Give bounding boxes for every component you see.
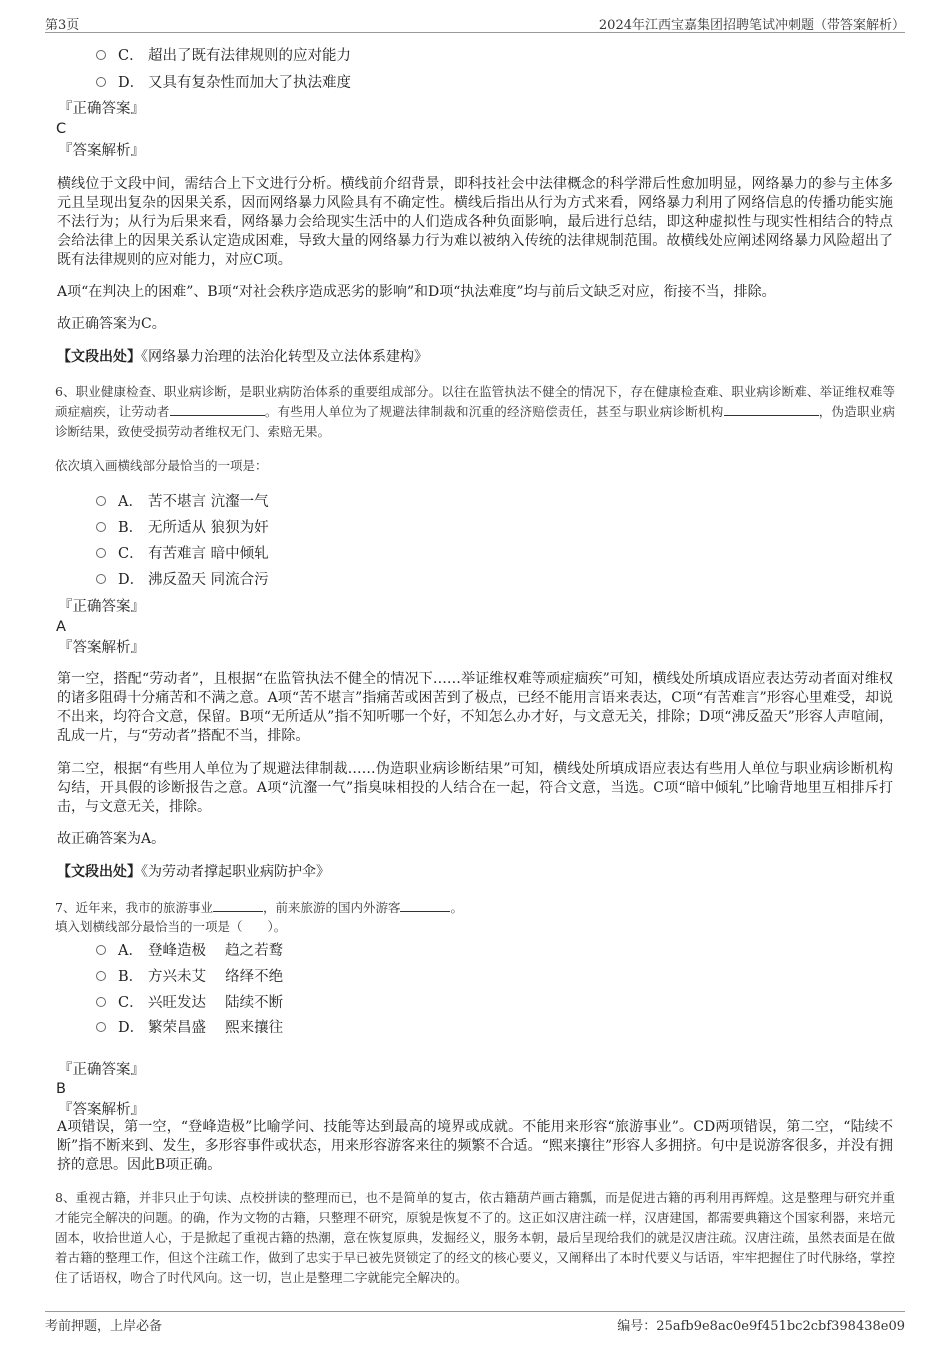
q6-source: 【文段出处】《为劳动者撑起职业病防护伞》 <box>57 864 330 880</box>
blank-2 <box>724 402 819 416</box>
explanation-label: 『答案解析』 <box>58 1102 145 1118</box>
document-title: 2024年江西宝嘉集团招聘笔试冲刺题（带答案解析） <box>598 18 905 33</box>
q6-answer: A <box>56 619 66 635</box>
q6-prompt: 依次填入画横线部分最恰当的一项是： <box>55 458 268 473</box>
q6-option-d[interactable]: D． 沸反盈天 同流合污 <box>96 570 269 590</box>
radio-icon[interactable] <box>96 574 106 584</box>
radio-icon[interactable] <box>96 945 106 955</box>
q5-answer: C <box>56 121 67 137</box>
radio-icon[interactable] <box>96 50 106 60</box>
q5-explanation-2: A项“在判决上的困难”、B项“对社会秩序造成恶劣的影响”和D项“执法难度”均与前后文缺乏对应，衔接不当，排除。 <box>57 284 776 300</box>
page-number: 第3页 <box>45 18 80 33</box>
page-footer <box>45 1311 905 1334</box>
explanation-label: 『答案解析』 <box>58 143 145 159</box>
q7-option-b[interactable]: B． 方兴未艾 络绎不绝 <box>96 967 283 987</box>
q7-option-c[interactable]: C． 兴旺发达 陆续不断 <box>96 993 283 1013</box>
q6-explanation-1: 第一空，搭配“劳动者”，且根据“在监管执法不健全的情况下……举证维权难等顽症痼疾”可知，横线处所填成语应表达劳动者面对维权的诸多阻碍十分痛苦和不满之意。A项“苦不堪言”指痛苦或困苦到了极点，已经不能用言语来表达，C项“有苦难言”形容心里难受，却说不出来，均符合文意，保留。B项“无所适从”指不知听哪一个好，不知怎么办才好，与文意无关，排除；D项“沸反盈天”形容人声喧闹，乱成一片，与“劳动者”搭配不当，排除。 <box>57 671 893 744</box>
blank-1 <box>170 402 265 416</box>
radio-icon[interactable] <box>96 77 106 87</box>
q6-explanation-2: 第二空，根据“有些用人单位为了规避法律制裁……伪造职业病诊断结果”可知，横线处所填成语应表达有些用人单位与职业病诊断机构勾结，开具假的诊断报告之意。A项“沆瀣一气”指臭味相投的人结合在一起，符合文意，当选。C项“暗中倾轧”比喻背地里互相排斥打击，与文意无关，排除。 <box>57 761 893 815</box>
blank-1 <box>213 898 263 912</box>
q6-option-a[interactable]: A． 苦不堪言 沆瀣一气 <box>96 492 269 512</box>
q7-option-a[interactable]: A． 登峰造极 趋之若鹜 <box>96 941 283 961</box>
q5-source: 【文段出处】《网络暴力治理的法治化转型及立法体系建构》 <box>57 349 428 365</box>
explanation-label: 『答案解析』 <box>58 640 145 656</box>
q6-stem: 6、职业健康检查、职业病诊断，是职业病防治体系的重要组成部分。以往在监管执法不健全的情况下，存在健康检查难、职业病诊断难、举证维权难等顽症痼疾，让劳动者 。有些用人单位为了规避法律制裁和沉重的经济赔偿责任，甚至与职业病诊断机构 ，伪造职业病诊断结果，致使受损劳动者维权无门、索赔无果。 <box>55 384 895 439</box>
radio-icon[interactable] <box>96 971 106 981</box>
page-header <box>45 12 905 33</box>
q7-stem: 7、近年来，我市的旅游事业 ，前来旅游的国内外游客 。 <box>55 900 463 915</box>
q5-explanation-3: 故正确答案为C。 <box>57 316 166 332</box>
blank-2 <box>400 898 450 912</box>
radio-icon[interactable] <box>96 997 106 1007</box>
q6-option-b[interactable]: B． 无所适从 狼狈为奸 <box>96 518 269 538</box>
q6-explanation-3: 故正确答案为A。 <box>57 831 166 847</box>
radio-icon[interactable] <box>96 522 106 532</box>
radio-icon[interactable] <box>96 1022 106 1032</box>
footer-slogan: 考前押题，上岸必备 <box>45 1319 163 1334</box>
correct-answer-label: 『正确答案』 <box>58 1062 145 1078</box>
q6-option-c[interactable]: C． 有苦难言 暗中倾轧 <box>96 544 269 564</box>
q7-explanation: A项错误，第一空，“登峰造极”比喻学问、技能等达到最高的境界或成就。不能用来形容“旅游事业”。CD两项错误，第二空，“陆续不断”指不断来到、发生，多形容事件或状态，用来形容游客来往的频繁不合适。“熙来攘往”形容人多拥挤。句中是说游客很多，并没有拥挤的意思。因此B项正确。 <box>57 1119 893 1173</box>
correct-answer-label: 『正确答案』 <box>58 599 145 615</box>
q8-stem: 8、重视古籍，并非只止于句读、点校拼读的整理而已，也不是简单的复古，依古籍葫芦画古籍瓢，而是促进古籍的再利用再辉煌。这是整理与研究并重才能完全解决的问题。的确，作为文物的古籍，只整理不研究，原貌是恢复不了的。这正如汉唐注疏一样，汉唐建国，都需要典籍这个国家利器，来培元固本，收拾世道人心，于是掀起了重视古籍的热潮，意在恢复原典，发掘经义，服务本朝，最后呈现给我们的就是汉唐注疏。汉唐注疏，虽然表面是在做着古籍的整理工作，但这个注疏工作，做到了忠实于早已被先贤锁定了的经文的核心要义，又阐释出了本时代要义与话语，牢牢把握住了时代脉络，掌控住了话语权，吻合了时代风向。这一切，岂止是整理二字就能完全解决的。 <box>55 1190 895 1285</box>
q5-explanation-1: 横线位于文段中间，需结合上下文进行分析。横线前介绍背景，即科技社会中法律概念的科学滞后性愈加明显，网络暴力的参与主体多元且呈现出复杂的因果关系，因而网络暴力风险具有不确定性。横线后指出从行为方式来看，网络暴力利用了网络信息的传播功能实施不法行为；从行为后果来看，网络暴力会给现实生活中的人们造成各种负面影响，最后进行总结，即这种虚拟性与现实性相结合的特点会给法律上的因果关系认定造成困难，导致大量的网络暴力行为难以被纳入传统的法律规制范围。故横线处应阐述网络暴力风险超出了既有法律规则的应对能力，对应C项。 <box>57 176 893 268</box>
serial-number: 编号：25afb9e8ac0e9f451bc2cbf398438e09 <box>617 1319 905 1334</box>
q5-option-c[interactable]: C． 超出了既有法律规则的应对能力 <box>96 46 351 66</box>
q5-option-d[interactable]: D． 又具有复杂性而加大了执法难度 <box>96 73 351 93</box>
q7-answer: B <box>56 1081 66 1097</box>
correct-answer-label: 『正确答案』 <box>58 101 145 117</box>
radio-icon[interactable] <box>96 548 106 558</box>
q7-prompt: 填入划横线部分最恰当的一项是（ ）。 <box>55 919 287 934</box>
radio-icon[interactable] <box>96 496 106 506</box>
q7-option-d[interactable]: D． 繁荣昌盛 熙来攘往 <box>96 1018 283 1038</box>
